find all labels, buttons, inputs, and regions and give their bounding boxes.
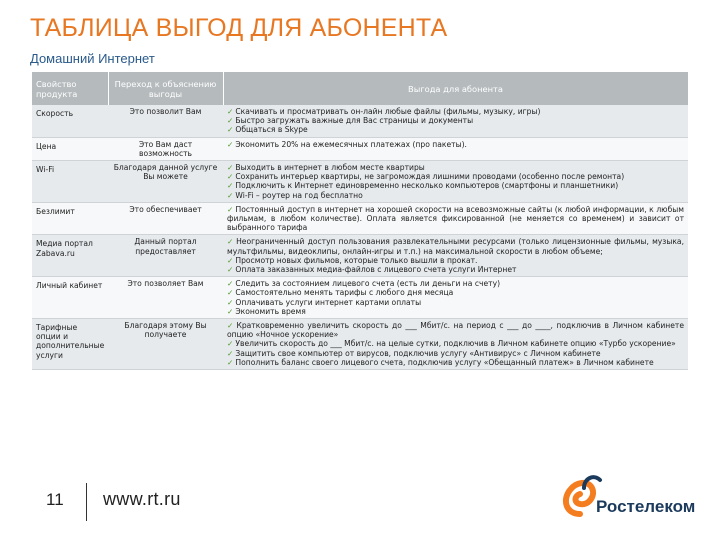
check-icon: ✓ xyxy=(227,297,234,307)
table-row xyxy=(32,105,688,137)
benefit-item xyxy=(227,107,684,116)
page-subtitle: Домашний Интернет xyxy=(30,51,155,66)
row-reason: Это позволит Вам xyxy=(108,105,223,137)
row-property: Медиа портал Zabava.ru xyxy=(32,235,108,277)
benefit-item xyxy=(227,298,684,307)
benefit-text: Пополнить баланс своего лицевого счета, подключив услугу «Обещанный платеж» в Личном кабинете xyxy=(235,357,654,367)
check-icon: ✓ xyxy=(227,116,234,126)
table-header-row xyxy=(32,72,688,105)
benefit-text: Защитить свое компьютер от вирусов, подключив услугу «Антивирус» с Личном кабинете xyxy=(235,348,601,358)
check-icon: ✓ xyxy=(227,172,234,182)
benefit-item xyxy=(227,265,684,274)
footer-url: www.rt.ru xyxy=(103,489,181,509)
page-number: 11 xyxy=(46,490,64,509)
check-icon: ✓ xyxy=(227,321,235,331)
benefit-text: Неограниченный доступ пользования развлекательными ресурсами (только лицензионные фильмы, музыка, мультфильмы, видеоклипы, онлайн-игры и т.п.) на максимальной скорости в любом объеме; xyxy=(227,237,684,256)
table-row xyxy=(32,137,688,160)
row-reason: Это обеспечивает xyxy=(108,202,223,235)
check-icon: ✓ xyxy=(227,181,234,191)
check-icon: ✓ xyxy=(227,265,234,275)
row-benefit xyxy=(223,202,688,235)
row-benefit xyxy=(223,277,688,319)
benefit-item xyxy=(227,288,684,297)
check-icon: ✓ xyxy=(227,279,234,289)
check-icon: ✓ xyxy=(227,163,234,173)
check-icon: ✓ xyxy=(227,190,234,200)
row-reason: Это Вам даст возможность xyxy=(108,137,223,160)
table-row xyxy=(32,161,688,203)
row-reason: Благодаря этому Вы получаете xyxy=(108,319,223,370)
benefit-item xyxy=(227,191,684,200)
benefit-text: Быстро загружать важные для Вас страницы и документы xyxy=(235,116,474,126)
benefit-item xyxy=(227,172,684,181)
benefit-item xyxy=(227,163,684,172)
row-reason: Это позволяет Вам xyxy=(108,277,223,319)
row-property: Цена xyxy=(32,137,108,160)
check-icon: ✓ xyxy=(227,357,234,367)
benefit-text: Сохранить интерьер квартиры, не загромождая лишними проводами (особенно после ремонта) xyxy=(235,172,625,182)
benefit-item xyxy=(227,140,684,149)
check-icon: ✓ xyxy=(227,339,234,349)
benefit-text: Просмотр новых фильмов, которые только вышли в прокат. xyxy=(235,255,478,265)
benefit-text: Скачивать и просматривать он-лайн любые файлы (фильмы, музыку, игры) xyxy=(235,107,541,116)
benefit-text: Увеличить скорость до ___ Мбит/с. на целые сутки, подключив в Личном кабинете опцию «Турбо ускорение» xyxy=(235,339,676,349)
benefit-text: Следить за состоянием лицевого счета (есть ли деньги на счету) xyxy=(235,279,501,289)
benefit-text: Экономить 20% на ежемесячных платежах (про пакеты). xyxy=(235,139,467,149)
row-reason: Благодаря данной услуге Вы можете xyxy=(108,161,223,203)
benefit-text: Постоянный доступ в интернет на хорошей скорости на всевозможные сайты (к любой информации, к любым фильмам, в любом количестве). Оплата является фиксированной (не меняется со временем) и зависит от выбранного тарифа xyxy=(227,204,684,233)
row-benefit xyxy=(223,161,688,203)
benefit-item xyxy=(227,125,684,134)
header-property: Свойство продукта xyxy=(32,72,108,105)
benefit-item xyxy=(227,205,684,233)
check-icon: ✓ xyxy=(227,255,234,265)
row-benefit xyxy=(223,319,688,370)
row-property: Безлимит xyxy=(32,202,108,235)
benefit-text: Самостоятельно менять тарифы с любого дня месяца xyxy=(235,288,454,298)
benefit-text: Общаться в Skype xyxy=(235,125,308,135)
check-icon: ✓ xyxy=(227,139,234,149)
benefit-item xyxy=(227,237,684,255)
row-reason: Данный портал предоставляет xyxy=(108,235,223,277)
row-property: Скорость xyxy=(32,105,108,137)
row-property: Тарифные опции и дополнительные услуги xyxy=(32,319,108,370)
benefits-table xyxy=(32,72,689,370)
row-benefit xyxy=(223,137,688,160)
row-property: Личный кабинет xyxy=(32,277,108,319)
table-row xyxy=(32,319,688,370)
check-icon: ✓ xyxy=(227,204,234,214)
table-body xyxy=(32,105,688,370)
check-icon: ✓ xyxy=(227,107,234,116)
benefit-item xyxy=(227,321,684,339)
benefit-item xyxy=(227,256,684,265)
benefit-text: Wi-Fi – роутер на год бесплатно xyxy=(235,190,363,200)
benefit-item xyxy=(227,358,684,367)
benefit-item xyxy=(227,181,684,190)
benefit-text: Выходить в интернет в любом месте квартиры xyxy=(235,163,425,173)
table-row xyxy=(32,277,688,319)
footer-divider xyxy=(86,483,87,521)
row-benefit xyxy=(223,235,688,277)
check-icon: ✓ xyxy=(227,237,235,247)
benefit-text: Экономить время xyxy=(235,306,306,316)
benefit-item xyxy=(227,307,684,316)
brand-name: Ростелеком xyxy=(596,497,696,516)
check-icon: ✓ xyxy=(227,348,234,358)
benefit-item xyxy=(227,116,684,125)
benefit-item xyxy=(227,349,684,358)
header-benefit: Выгода для абонента xyxy=(223,72,688,105)
benefit-text: Оплата заказанных медиа-файлов с лицевого счета услуги Интернет xyxy=(235,265,517,275)
benefit-text: Подключить к Интернет единовременно несколько компьютеров (смартфоны и планшетники) xyxy=(235,181,619,191)
check-icon: ✓ xyxy=(227,288,234,298)
header-reason: Переход к объяснению выгоды xyxy=(108,72,223,105)
page-title: ТАБЛИЦА ВЫГОД ДЛЯ АБОНЕНТА xyxy=(30,14,448,42)
check-icon: ✓ xyxy=(227,125,234,135)
benefit-text: Оплачивать услуги интернет картами оплаты xyxy=(235,297,422,307)
benefit-item xyxy=(227,339,684,348)
table-row xyxy=(32,235,688,277)
benefit-item xyxy=(227,279,684,288)
check-icon: ✓ xyxy=(227,306,234,316)
table-row xyxy=(32,202,688,235)
row-property: Wi-Fi xyxy=(32,161,108,203)
benefit-text: Кратковременно увеличить скорость до ___ Мбит/с. на период с ___ до ____, подключив в Личном кабинете опцию «Ночное ускорение» xyxy=(227,321,684,340)
row-benefit xyxy=(223,105,688,137)
